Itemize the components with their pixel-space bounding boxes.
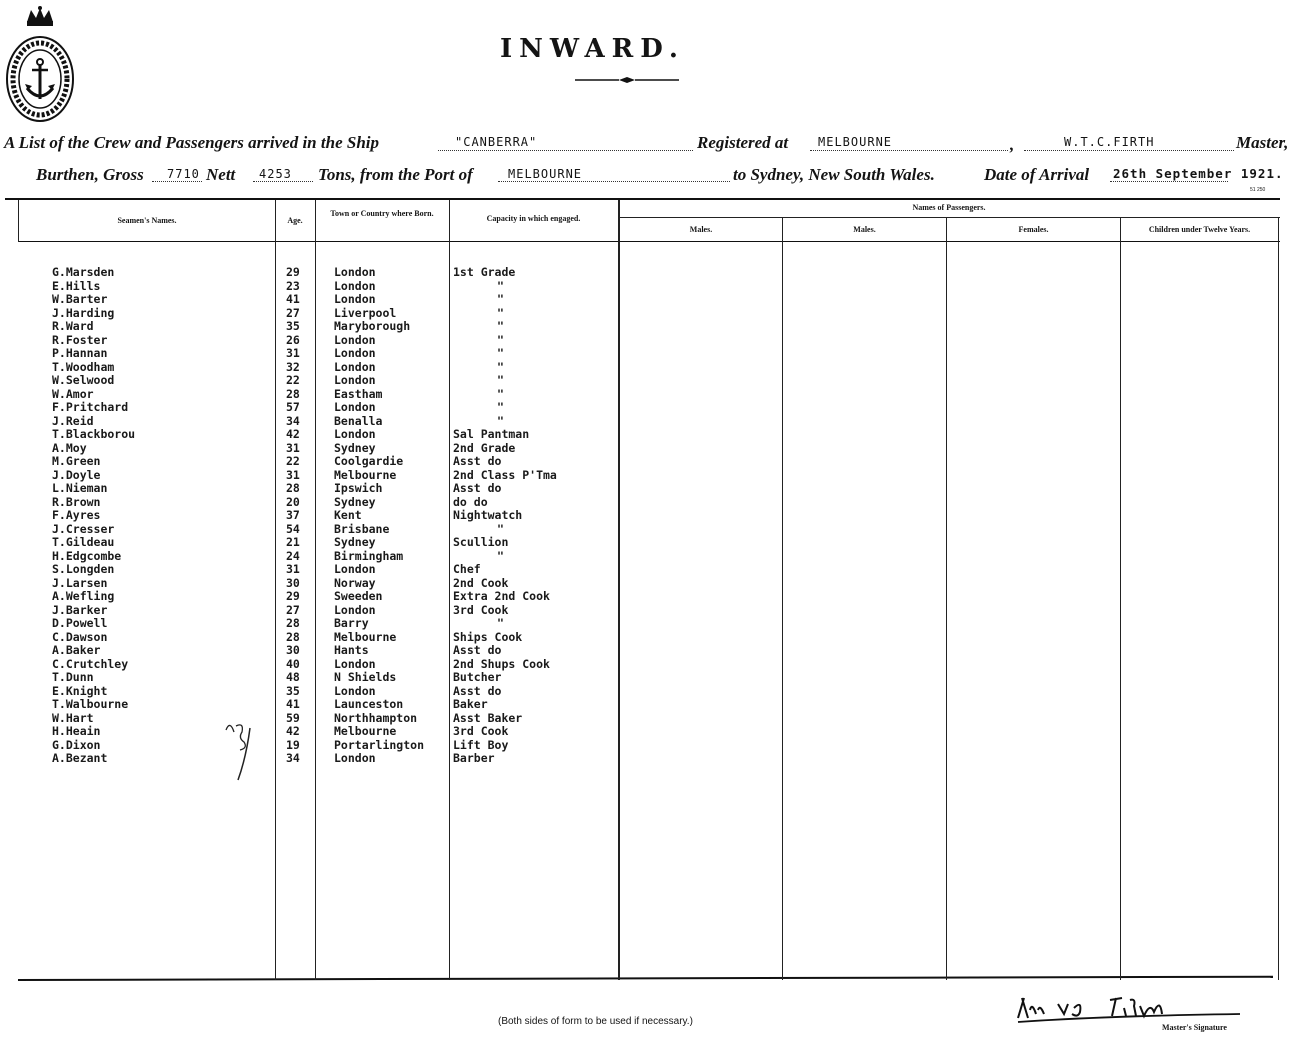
- seaman-name: J.Cresser: [52, 521, 115, 536]
- footer-note: (Both sides of form to be used if necessary.): [498, 1016, 693, 1027]
- col-header-females: Females.: [1018, 225, 1049, 234]
- seaman-capacity: Scullion: [453, 535, 509, 549]
- crew-row: [0, 589, 620, 603]
- seaman-name: E.Knight: [52, 683, 108, 698]
- seaman-birthplace: Coolgardie: [334, 454, 404, 468]
- col-header-children: Children under Twelve Years.: [1148, 225, 1251, 234]
- seaman-age: 34: [286, 413, 300, 428]
- seaman-name: T.Blackborou: [52, 427, 136, 441]
- seaman-name: G.Dixon: [52, 737, 101, 752]
- title-ornament: [575, 76, 679, 84]
- seaman-age: 21: [286, 535, 300, 549]
- seaman-name: A.Baker: [52, 643, 101, 657]
- seaman-birthplace: Maryborough: [334, 319, 411, 333]
- seaman-age: 32: [286, 359, 300, 374]
- crew-row: [0, 333, 620, 347]
- col-header-males-1: Males.: [689, 225, 713, 234]
- seaman-age: 22: [286, 454, 300, 468]
- seaman-birthplace: Barry: [334, 616, 369, 630]
- seaman-name: G.Marsden: [52, 265, 115, 279]
- seaman-name: R.Ward: [52, 319, 94, 333]
- seaman-age: 23: [286, 278, 300, 293]
- seaman-capacity: Ships Cook: [453, 629, 523, 644]
- seaman-name: J.Barker: [52, 602, 108, 617]
- seaman-capacity: Barber: [453, 751, 495, 765]
- seaman-name: M.Green: [52, 454, 101, 468]
- crew-row: [0, 711, 620, 725]
- crew-row: [0, 387, 620, 401]
- seaman-capacity: Asst do: [453, 683, 502, 698]
- seaman-age: 54: [286, 521, 300, 536]
- passengers-subheader-rule: [620, 217, 1280, 218]
- seaman-name: F.Ayres: [52, 508, 101, 522]
- seaman-capacity: ": [497, 386, 504, 401]
- seaman-birthplace: Eastham: [334, 386, 383, 401]
- seaman-age: 30: [286, 643, 300, 657]
- seaman-capacity: ": [497, 332, 504, 347]
- seaman-name: H.Heain: [52, 724, 101, 738]
- seaman-age: 19: [286, 737, 300, 752]
- crew-row: [0, 535, 620, 549]
- crew-row: [0, 576, 620, 590]
- seaman-name: L.Nieman: [52, 481, 108, 495]
- seaman-age: 29: [286, 265, 300, 279]
- seaman-capacity: Sal Pantman: [453, 427, 530, 441]
- seaman-birthplace: London: [334, 400, 376, 414]
- table-top-rule: [5, 198, 1280, 200]
- seaman-name: T.Gildeau: [52, 535, 115, 549]
- crew-row: [0, 603, 620, 617]
- seaman-capacity: Asst do: [453, 454, 502, 468]
- crew-row: [0, 346, 620, 360]
- seaman-birthplace: Melbourne: [334, 629, 397, 644]
- seaman-birthplace: London: [334, 751, 376, 765]
- seaman-age: 59: [286, 710, 300, 725]
- seaman-age: 31: [286, 440, 300, 455]
- seaman-age: 48: [286, 670, 300, 684]
- crew-row: [0, 319, 620, 333]
- seaman-name: W.Amor: [52, 386, 94, 401]
- seaman-name: P.Hannan: [52, 346, 108, 360]
- seaman-capacity: 2nd Class P'Tma: [453, 467, 557, 482]
- seaman-capacity: ": [497, 346, 504, 360]
- ship-name-line: [438, 150, 693, 151]
- seaman-capacity: Lift Boy: [453, 737, 509, 752]
- seaman-birthplace: Kent: [334, 508, 362, 522]
- crew-row: [0, 306, 620, 320]
- seaman-birthplace: Hants: [334, 643, 369, 657]
- seaman-age: 35: [286, 683, 300, 698]
- seaman-age: 31: [286, 562, 300, 576]
- arrival-line: [1110, 181, 1228, 182]
- seaman-age: 28: [286, 616, 300, 630]
- crew-row: [0, 279, 620, 293]
- list-label: A List of the Crew and Passengers arrived in the Ship: [4, 133, 379, 152]
- seaman-birthplace: Liverpool: [334, 305, 397, 320]
- seaman-birthplace: London: [334, 656, 376, 671]
- col-header-town: Town or Country where Born.: [330, 209, 434, 218]
- seaman-birthplace: Melbourne: [334, 467, 397, 482]
- seaman-age: 30: [286, 575, 300, 590]
- seaman-name: A.Bezant: [52, 751, 108, 765]
- crew-row: [0, 562, 620, 576]
- arrival-date: 26th September 1921.: [1113, 166, 1284, 181]
- seaman-capacity: ": [497, 278, 504, 293]
- seaman-capacity: 2nd Grade: [453, 440, 516, 455]
- master-name-line: [1024, 150, 1234, 151]
- seaman-capacity: ": [497, 373, 504, 387]
- seaman-capacity: ": [497, 521, 504, 536]
- seaman-birthplace: London: [334, 562, 376, 576]
- seaman-age: 41: [286, 697, 300, 711]
- seaman-capacity: Asst do: [453, 643, 502, 657]
- shipping-masters-seal: [5, 4, 75, 122]
- crew-row: [0, 414, 620, 428]
- seaman-capacity: 2nd Cook: [453, 575, 509, 590]
- crew-row: [0, 495, 620, 509]
- crew-row: [0, 549, 620, 563]
- seaman-name: T.Walbourne: [52, 697, 129, 711]
- seaman-birthplace: London: [334, 359, 376, 374]
- col-divider-females: [946, 217, 947, 980]
- seaman-capacity: 2nd Shups Cook: [453, 656, 550, 671]
- seaman-age: 41: [286, 292, 300, 306]
- crew-row: [0, 657, 620, 671]
- seaman-age: 24: [286, 548, 300, 563]
- seaman-capacity: Chef: [453, 562, 481, 576]
- col-divider-children: [1120, 217, 1121, 980]
- seaman-name: W.Barter: [52, 292, 108, 306]
- seaman-age: 29: [286, 589, 300, 603]
- seaman-birthplace: Ipswich: [334, 481, 383, 495]
- crew-row: [0, 468, 620, 482]
- master-name: W.T.C.FIRTH: [1064, 135, 1155, 149]
- crew-row: [0, 697, 620, 711]
- seaman-capacity: ": [497, 548, 504, 563]
- seaman-capacity: Nightwatch: [453, 508, 523, 522]
- seaman-birthplace: Sydney: [334, 535, 376, 549]
- signature-label: Master's Signature: [1162, 1023, 1227, 1032]
- table-left-edge: [18, 200, 19, 242]
- burthen-label: Burthen, Gross: [36, 165, 144, 184]
- seaman-age: 42: [286, 427, 300, 441]
- seaman-age: 28: [286, 481, 300, 495]
- seaman-capacity: ": [497, 292, 504, 306]
- registered-port: MELBOURNE: [818, 135, 893, 149]
- seaman-capacity: Baker: [453, 697, 488, 711]
- seaman-name: R.Brown: [52, 494, 101, 509]
- seaman-birthplace: London: [334, 602, 376, 617]
- seaman-capacity: Extra 2nd Cook: [453, 589, 550, 603]
- crew-row: [0, 400, 620, 414]
- seaman-birthplace: London: [334, 683, 376, 698]
- seaman-name: J.Doyle: [52, 467, 101, 482]
- seaman-birthplace: Portarlington: [334, 737, 425, 752]
- col-header-passengers: Names of Passengers.: [912, 203, 986, 212]
- seaman-name: E.Hills: [52, 278, 101, 293]
- seaman-capacity: Asst Baker: [453, 710, 523, 725]
- seaman-birthplace: Benalla: [334, 413, 383, 428]
- seaman-name: J.Reid: [52, 413, 94, 428]
- gross-line: [152, 181, 202, 182]
- seaman-name: A.Wefling: [52, 589, 115, 603]
- destination-label: to Sydney, New South Wales.: [733, 165, 935, 184]
- seaman-birthplace: London: [334, 373, 376, 387]
- seaman-age: 27: [286, 305, 300, 320]
- seaman-name: A.Moy: [52, 440, 87, 455]
- seaman-capacity: Butcher: [453, 670, 502, 684]
- crew-row: [0, 427, 620, 441]
- seaman-capacity: ": [497, 400, 504, 414]
- seaman-capacity: ": [497, 359, 504, 374]
- seaman-capacity: 3rd Cook: [453, 724, 509, 738]
- seaman-capacity: Asst do: [453, 481, 502, 495]
- arrival-label: Date of Arrival: [984, 165, 1090, 184]
- from-port-line: [498, 181, 730, 182]
- crew-row: [0, 630, 620, 644]
- seaman-capacity: ": [497, 413, 504, 428]
- crew-row: [0, 684, 620, 698]
- nett-tonnage: 4253: [259, 167, 292, 181]
- seaman-age: 34: [286, 751, 300, 765]
- seaman-name: C.Crutchley: [52, 656, 129, 671]
- seaman-capacity: ": [497, 319, 504, 333]
- seaman-age: 28: [286, 386, 300, 401]
- seaman-age: 26: [286, 332, 300, 347]
- crew-row: [0, 724, 620, 738]
- seaman-capacity: 1st Grade: [453, 265, 516, 279]
- crew-row: [0, 616, 620, 630]
- seaman-age: 57: [286, 400, 300, 414]
- tons-from-label: Tons, from the Port of: [318, 165, 473, 184]
- seaman-name: W.Hart: [52, 710, 94, 725]
- seaman-capacity: do do: [453, 494, 488, 509]
- crew-row: [0, 481, 620, 495]
- seaman-name: R.Foster: [52, 332, 108, 347]
- crew-row: [0, 751, 620, 765]
- col-header-capacity: Capacity in which engaged.: [486, 214, 581, 223]
- crew-row: [0, 454, 620, 468]
- crew-row: [0, 292, 620, 306]
- seaman-name: T.Woodham: [52, 359, 115, 374]
- col-header-seamen: Seamen's Names.: [117, 216, 177, 225]
- seaman-name: F.Pritchard: [52, 400, 129, 414]
- nett-label: Nett: [206, 165, 236, 184]
- from-port: MELBOURNE: [508, 167, 583, 181]
- crew-row: [0, 373, 620, 387]
- crew-row: [0, 522, 620, 536]
- seaman-birthplace: London: [334, 427, 376, 441]
- crew-row: [0, 670, 620, 684]
- form-title: INWARD.: [500, 34, 685, 64]
- seaman-birthplace: Launceston: [334, 697, 404, 711]
- pencil-annotation: [222, 718, 262, 782]
- seaman-birthplace: Sweeden: [334, 589, 383, 603]
- seaman-age: 31: [286, 346, 300, 360]
- seaman-name: J.Harding: [52, 305, 115, 320]
- seaman-birthplace: Melbourne: [334, 724, 397, 738]
- seaman-birthplace: Sydney: [334, 494, 376, 509]
- registered-port-line: [810, 150, 1008, 151]
- seaman-birthplace: Norway: [334, 575, 376, 590]
- seaman-age: 42: [286, 724, 300, 738]
- seaman-birthplace: Sydney: [334, 440, 376, 455]
- seaman-age: 27: [286, 602, 300, 617]
- seaman-birthplace: London: [334, 265, 376, 279]
- seaman-age: 31: [286, 467, 300, 482]
- col-header-age: Age.: [287, 216, 303, 225]
- seaman-age: 35: [286, 319, 300, 333]
- seaman-name: H.Edgcombe: [52, 548, 122, 563]
- seaman-capacity: ": [497, 616, 504, 630]
- seaman-birthplace: London: [334, 292, 376, 306]
- crew-row: [0, 738, 620, 752]
- seaman-age: 20: [286, 494, 300, 509]
- crew-row: [0, 441, 620, 455]
- col-divider-males2: [782, 217, 783, 980]
- seaman-capacity: 3rd Cook: [453, 602, 509, 617]
- seaman-age: 40: [286, 656, 300, 671]
- registered-label: Registered at: [697, 133, 789, 152]
- seaman-age: 22: [286, 373, 300, 387]
- crew-row: [0, 265, 620, 279]
- crew-row: [0, 643, 620, 657]
- crew-row: [0, 508, 620, 522]
- seaman-birthplace: London: [334, 278, 376, 293]
- seaman-name: D.Powell: [52, 616, 108, 630]
- col-header-males-2: Males.: [853, 225, 876, 234]
- master-label: Master,: [1236, 133, 1289, 152]
- table-header-rule: [18, 241, 1280, 242]
- seaman-birthplace: London: [334, 346, 376, 360]
- seaman-birthplace: Northhampton: [334, 710, 418, 725]
- seaman-name: J.Larsen: [52, 575, 108, 590]
- form-code: 51 250: [1250, 187, 1266, 193]
- seaman-birthplace: N Shields: [334, 670, 397, 684]
- table-right-edge: [1278, 217, 1279, 980]
- comma: ,: [1010, 135, 1015, 154]
- seaman-name: C.Dawson: [52, 629, 108, 644]
- gross-tonnage: 7710: [167, 167, 200, 181]
- seaman-name: W.Selwood: [52, 373, 115, 387]
- table-bottom-rule: [18, 976, 1273, 981]
- seaman-age: 28: [286, 629, 300, 644]
- seaman-capacity: ": [497, 305, 504, 320]
- nett-line: [253, 181, 313, 182]
- ship-name: "CANBERRA": [455, 135, 538, 149]
- crew-row: [0, 360, 620, 374]
- seaman-birthplace: Birmingham: [334, 548, 404, 563]
- seaman-name: S.Longden: [52, 562, 115, 576]
- seaman-birthplace: Brisbane: [334, 521, 390, 536]
- seaman-age: 37: [286, 508, 300, 522]
- seaman-name: T.Dunn: [52, 670, 94, 684]
- seaman-birthplace: London: [334, 332, 376, 347]
